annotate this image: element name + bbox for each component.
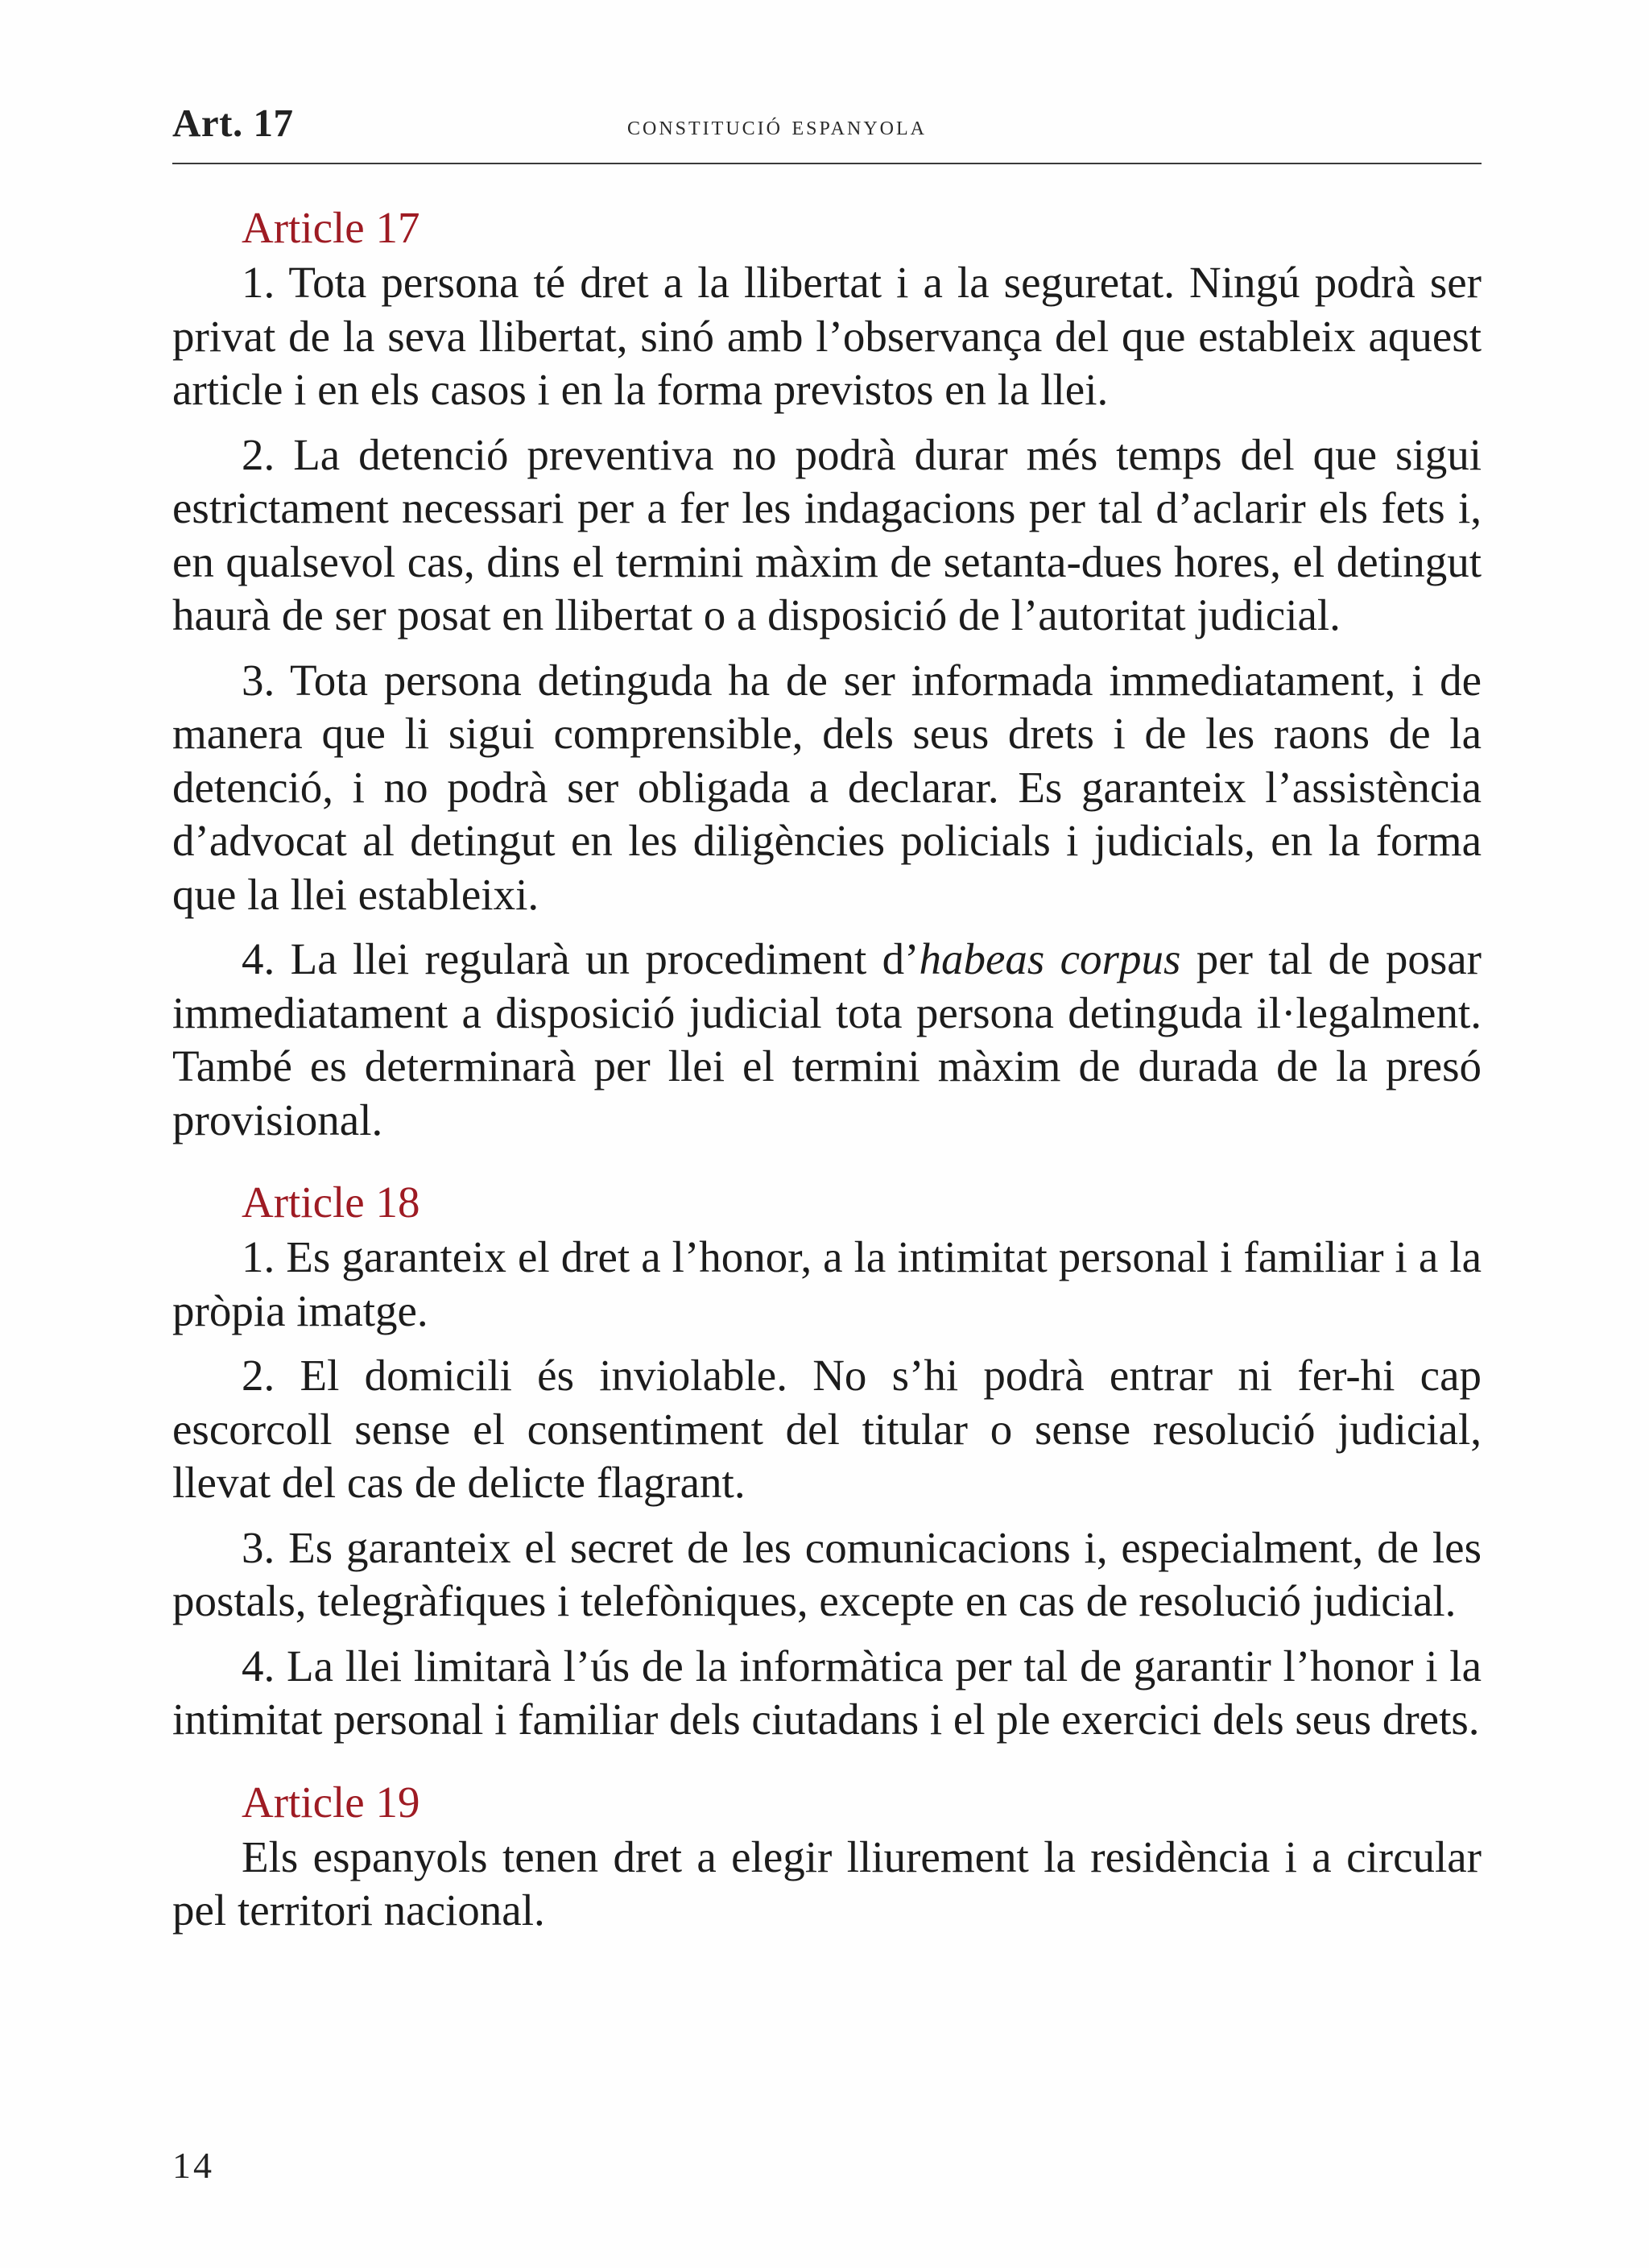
paragraph-text: per tal de posar immediatament a disposició judicial tota persona detinguda il·legalment. També es determinarà per llei el termini màxim de durada de la presó provisional. [172, 934, 1482, 1144]
page-number: 14 [172, 2145, 214, 2186]
paragraph: Els espanyols tenen dret a elegir lliurement la residència i a circular pel territori nacional. [172, 1831, 1482, 1935]
article-19 [172, 1776, 1482, 1938]
article-reference: Art. 17 [172, 101, 294, 145]
paragraph: 4. La llei limitarà l’ús de la informàtica per tal de garantir l’honor i la intimitat personal i familiar dels ciutadans i el ple exercici dels seus drets. [172, 1641, 1482, 1744]
paragraph [172, 933, 1482, 1147]
article-17 [172, 201, 1482, 1147]
paragraph: 2. La detenció preventiva no podrà durar més temps del que sigui estrictament necessari per a fer les indagacions per tal d’aclarir els fets i, en qualsevol cas, dins el termini màxim de setanta-dues hores, el detingut haurà de ser posat en llibertat o a disposició de l’autoritat judicial. [172, 429, 1482, 639]
article-heading: Article 17 [242, 203, 420, 252]
page-body [172, 201, 1482, 1949]
latin-term: habeas corpus [919, 934, 1181, 983]
paragraph: 3. Es garanteix el secret de les comunicacions i, especialment, de les postals, telegràfiques i telefòniques, excepte en cas de resolució judicial. [172, 1522, 1482, 1625]
paragraph: 3. Tota persona detinguda ha de ser informada immediatament, i de manera que li sigui comprensible, dels seus drets i de les raons de la detenció, i no podrà ser obligada a declarar. Es garanteix l’assistència d’advocat al detingut en les diligències policials i judicials, en la forma que la llei estableixi. [172, 655, 1482, 919]
running-header [172, 100, 1482, 164]
paragraph: 1. Es garanteix el dret a l’honor, a la intimitat personal i familiar i a la pròpia imatge. [172, 1232, 1482, 1335]
article-heading: Article 18 [242, 1177, 420, 1227]
article-heading: Article 19 [242, 1777, 420, 1827]
paragraph: 1. Tota persona té dret a la llibertat i a la seguretat. Ningú podrà ser privat de la seva llibertat, sinó amb l’observança del que estableix aquest article i en els casos i en la forma previstos en la llei. [172, 258, 1482, 414]
article-18 [172, 1176, 1482, 1747]
paragraph-text: 4. La llei regularà un procediment d’ [242, 934, 920, 983]
paragraph: 2. El domicili és inviolable. No s’hi podrà entrar ni fer-hi cap escorcoll sense el consentiment del titular o sense resolució judicial, llevat del cas de delicte flagrant. [172, 1351, 1482, 1507]
book-title: constitució espanyola [627, 111, 927, 141]
